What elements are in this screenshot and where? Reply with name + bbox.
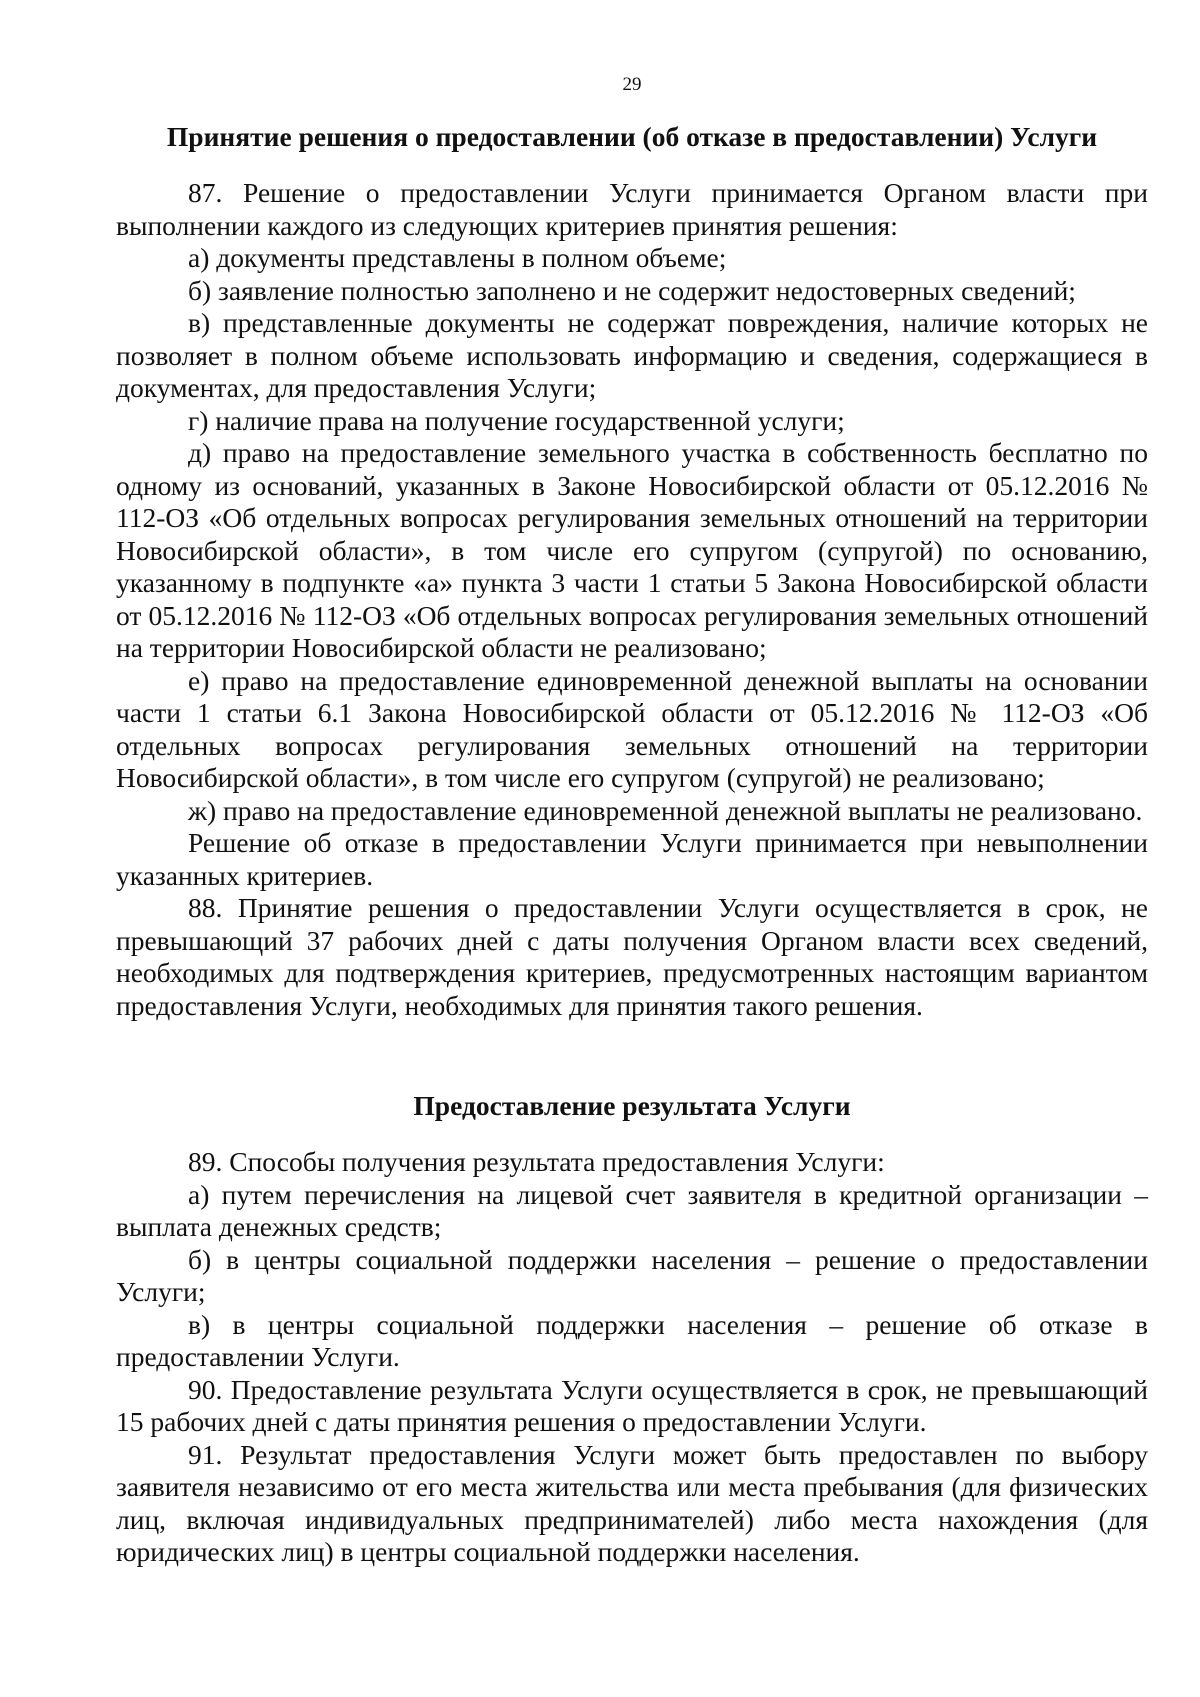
paragraph: а) путем перечисления на лицевой счет заявителя в кредитной организации – выплата денежных средств; xyxy=(116,1178,1148,1242)
paragraph: Решение об отказе в предоставлении Услуги принимается при невыполнении указанных критериев. xyxy=(116,827,1148,891)
section-heading-decision: Принятие решения о предоставлении (об отказе в предоставлении) Услуги xyxy=(166,121,1098,152)
section-body-decision xyxy=(116,177,1148,1022)
paragraph: б) заявление полностью заполнено и не содержит недостоверных сведений; xyxy=(188,274,1076,306)
paragraph: 87. Решение о предоставлении Услуги принимается Органом власти при выполнении каждого из следующих критериев принятия решения: xyxy=(116,177,1148,241)
paragraph: д) право на предоставление земельного участка в собственность бесплатно по одному из оснований, указанных в Законе Новосибирской области от 05.12.2016 № 112-ОЗ «Об отдельных вопросах регулирования земельных отношений на территории Новосибирской области», в том числе его супругом (супругой) по основанию, указанному в подпункте «а» пункта 3 части 1 статьи 5 Закона Новосибирской области от 05.12.2016 № 112-ОЗ «Об отдельных вопросах регулирования земельных отношений на территории Новосибирской области не реализовано; xyxy=(116,437,1148,663)
paragraph: е) право на предоставление единовременной денежной выплаты на основании части 1 статьи 6.1 Закона Новосибирской области от 05.12.2016 № 112-ОЗ «Об отдельных вопросах регулирования земельных отношений на территории Новосибирской области», в том числе его супругом (супругой) не реализовано; xyxy=(116,664,1148,793)
paragraph: 88. Принятие решения о предоставлении Услуги осуществляется в срок, не превышающий 37 рабочих дней с даты получения Органом власти всех сведений, необходимых для подтверждения критериев, предусмотренных настоящим вариантом предоставления Услуги, необходимых для принятия такого решения. xyxy=(116,892,1148,1021)
page-number: 29 xyxy=(622,74,642,95)
paragraph: 89. Способы получения результата предоставления Услуги: xyxy=(188,1146,885,1177)
paragraph: 90. Предоставление результата Услуги осуществляется в срок, не превышающий 15 рабочих дней с даты принятия решения о предоставлении Услуги. xyxy=(116,1373,1148,1437)
paragraph: в) в центры социальной поддержки населения – решение об отказе в предоставлении Услуги. xyxy=(116,1308,1148,1372)
paragraph: ж) право на предоставление единовременной денежной выплаты не реализовано. xyxy=(188,794,1143,826)
paragraph: а) документы представлены в полном объеме; xyxy=(188,242,727,273)
section-body-result xyxy=(116,1146,1148,1569)
paragraph: б) в центры социальной поддержки населения – решение о предоставлении Услуги; xyxy=(116,1243,1148,1307)
paragraph: в) представленные документы не содержат повреждения, наличие которых не позволяет в полном объеме использовать информацию и сведения, содержащиеся в документах, для предоставления Услуги; xyxy=(116,307,1148,403)
paragraph: 91. Результат предоставления Услуги может быть предоставлен по выбору заявителя независимо от его места жительства или места пребывания (для физических лиц, включая индивидуальных предпринимателей) либо места нахождения (для юридических лиц) в центры социальной поддержки населения. xyxy=(116,1438,1148,1567)
paragraph: г) наличие права на получение государственной услуги; xyxy=(188,404,845,436)
section-heading-result: Предоставление результата Услуги xyxy=(413,1090,851,1121)
